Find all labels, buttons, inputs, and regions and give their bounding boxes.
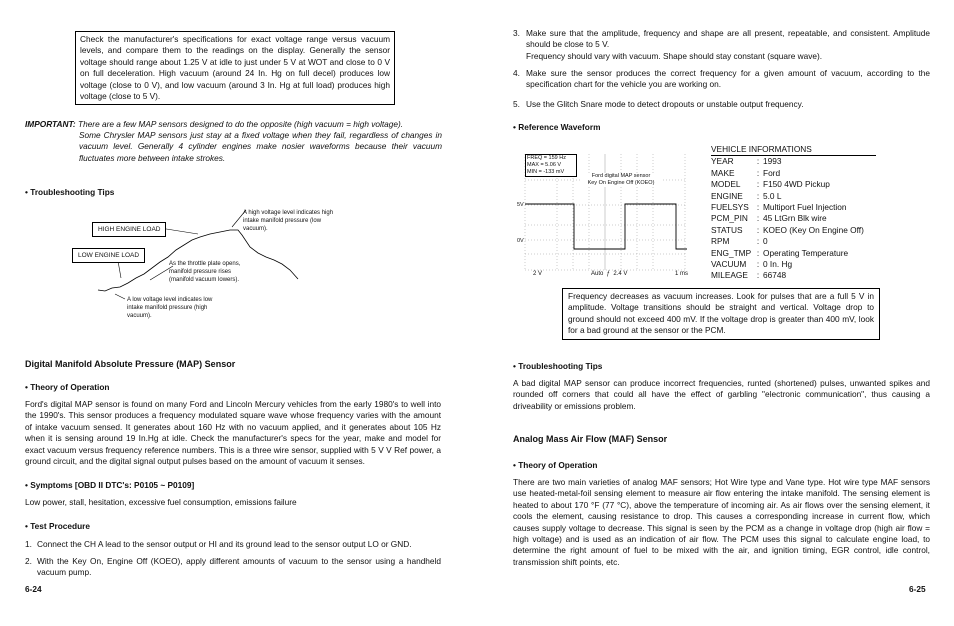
level-0v-label: 0V xyxy=(517,238,524,244)
separator: : xyxy=(756,247,760,258)
theory-text: Ford's digital MAP sensor is found on many Ford and Lincoln Mercury vehicles from the early 1980's to well into the 1990's. This sensor produces a frequency modulated square wave whose frequency varies with the amount of intake vacuum sensed. It generates about 160 Hz with no vacuum applied, and it generates about 105 Hz when it is sensing around 19 In.Hg at idle. Check the manufacturer's specs for the year, make and model for exact vacuum versus frequency reference numbers. This is a three wire sensor, supplied with 5 V V Ref power, a ground circuit, and the digital signal output pulses based on the amount of vacuum it senses. xyxy=(25,399,441,467)
vehicle-info-key: PCM_PIN xyxy=(711,213,748,224)
important-line1: There are a few MAP sensors designed to do the opposite (high vacuum = high voltage). xyxy=(78,119,404,129)
step-extra: Frequency should vary with vacuum. Shape should stay constant (square wave). xyxy=(526,50,823,61)
separator: : xyxy=(756,190,760,201)
separator: : xyxy=(756,270,760,281)
separator: : xyxy=(756,236,760,247)
vehicle-info-row xyxy=(711,168,864,179)
min-readout: MIN = -133 mV xyxy=(527,169,565,175)
vehicle-info xyxy=(711,144,876,282)
maf-section-title: Analog Mass Air Flow (MAF) Sensor xyxy=(513,434,668,444)
map-section-title: Digital Manifold Absolute Pressure (MAP) Sensor xyxy=(25,359,236,369)
step-3 xyxy=(513,28,930,62)
theory-heading: • Theory of Operation xyxy=(25,382,110,392)
important-label: IMPORTANT: xyxy=(25,119,76,129)
vehicle-info-key: RPM xyxy=(711,236,730,247)
scope-screen xyxy=(515,150,690,278)
vehicle-info-row xyxy=(711,191,864,202)
scope-caption xyxy=(581,173,661,187)
step-4 xyxy=(513,68,930,91)
symptoms-heading: • Symptoms [OBD II DTC's: P0105 ~ P0109] xyxy=(25,480,195,490)
vehicle-info-key: STATUS xyxy=(711,224,743,235)
step-text: Make sure that the amplitude, frequency and shape are all present, repeatable, and consistent. Amplitude should be close to 5 V. xyxy=(526,28,930,50)
vehicle-info-value: Ford xyxy=(763,167,781,178)
separator: : xyxy=(756,259,760,270)
step-number: 4. xyxy=(513,68,520,78)
separator: : xyxy=(756,179,760,190)
vehicle-info-table xyxy=(711,156,864,281)
maf-theory-text: There are two main varieties of analog MAF sensors; Hot Wire type and Vane type. Hot wire type MAF sensors use heated-metal-foil sensing element to measure air flow entering the intake manifold. The sensing element is heated to about 170 °F (77 °C), above the temperature of incoming air. As air flows over the sensing element, it cools the element, causing resistance to drop. This causes a corresponding increase in current flow, which causes supply voltage to decrease. This signal is seen by the PCM as a change in voltage drop (high air flow = high voltage) and is used as an indication of air flow. The PCM uses this signal to calculate engine load, to determine the right amount of fuel to be mixed with the air, and ignition timing, EGR control, idle control, transmission shift points, etc. xyxy=(513,477,930,567)
low-voltage-note: A low voltage level indicates low intake manifold pressure (high vacuum). xyxy=(127,297,213,319)
vehicle-info-value: Operating Temperature xyxy=(763,247,849,258)
important-note xyxy=(25,119,445,130)
vehicle-info-key: MAKE xyxy=(711,167,735,178)
vehicle-info-row xyxy=(711,270,864,281)
scope-caption-line1: Ford digital MAP sensor xyxy=(591,173,651,179)
vehicle-info-row xyxy=(711,179,864,190)
vehicle-info-key: VACUUM xyxy=(711,259,747,270)
vehicle-info-value: 0 xyxy=(763,236,768,247)
scope-caption-line2: Key On Engine Off (KOEO) xyxy=(587,180,655,186)
vehicle-info-row xyxy=(711,225,864,236)
frequency-note-text: Frequency decreases as vacuum increases. Look for pulses that are a full 5 V in amplitude. Voltage transitions should be straight and vertical. Voltage drop to ground should not exceed 400 mV. If the voltage drop is greater than 400 mV, look for a bad ground at the sensor or the PCM. xyxy=(568,291,874,336)
vehicle-info-value: 66748 xyxy=(763,270,787,281)
throttle-note: As the throttle plate opens, manifold pressure rises (manifold vacuum lowers). xyxy=(169,261,241,283)
separator: : xyxy=(756,213,760,224)
vehicle-info-value: Multiport Fuel Injection xyxy=(763,202,847,213)
important-text: Some Chrysler MAP sensors just stay at a fixed voltage when they fail, regardless of changes in vacuum level. Generally 4 cylinder engines make nosier waveforms because their vacuum fluctuates more between intake strokes. xyxy=(79,130,442,163)
frequency-note-box xyxy=(562,288,880,340)
low-engine-load-label: LOW ENGINE LOAD xyxy=(72,248,145,263)
step-5 xyxy=(513,99,930,110)
vehicle-info-key: FUELSYS xyxy=(711,202,749,213)
test-step-1 xyxy=(25,539,441,550)
separator: : xyxy=(756,156,760,167)
step-text: Connect the CH A lead to the sensor output or HI and its ground lead to the sensor output LO or GND. xyxy=(37,539,412,549)
vehicle-info-key: ENG_TMP xyxy=(711,247,752,258)
page-number-right: 6-25 xyxy=(909,584,926,594)
test-step-2 xyxy=(25,556,441,579)
volts-per-div: 2 V xyxy=(533,271,543,277)
vehicle-info-title: VEHICLE INFORMATIONS xyxy=(711,144,876,156)
vehicle-info-row xyxy=(711,156,864,167)
troubleshooting-heading-right: • Troubleshooting Tips xyxy=(513,361,603,371)
time-per-div: 1 ms xyxy=(675,271,689,277)
spec-note-box xyxy=(75,31,395,105)
vehicle-info-row xyxy=(711,202,864,213)
step-text: With the Key On, Engine Off (KOEO), apply different amounts of vacuum to the sensor using a handheld vacuum pump. xyxy=(37,556,441,578)
vehicle-info-value: 5.0 L xyxy=(763,190,782,201)
maf-theory-heading: • Theory of Operation xyxy=(513,460,598,470)
troubleshooting-heading: • Troubleshooting Tips xyxy=(25,187,115,197)
level-5v-label: 5V xyxy=(517,202,524,208)
vehicle-info-row xyxy=(711,236,864,247)
step-number: 5. xyxy=(513,99,520,109)
separator: : xyxy=(756,224,760,235)
reference-waveform-heading: • Reference Waveform xyxy=(513,122,601,132)
map-waveform-diagram xyxy=(60,200,360,330)
vehicle-info-value: 0 In. Hg xyxy=(763,259,793,270)
page-number-left: 6-24 xyxy=(25,584,42,594)
vehicle-info-value: 1993 xyxy=(763,156,782,167)
freq-readout: FREQ = 159 Hz xyxy=(527,155,566,161)
high-voltage-note: A high voltage level indicates high intake manifold pressure (low vacuum). xyxy=(243,210,334,232)
vehicle-info-key: MILEAGE xyxy=(711,270,748,281)
max-readout: MAX = 5.06 V xyxy=(527,162,562,168)
vehicle-info-row xyxy=(711,259,864,270)
step-number: 1. xyxy=(25,539,32,549)
vehicle-info-key: ENGINE xyxy=(711,190,743,201)
vehicle-info-row xyxy=(711,248,864,259)
vehicle-info-value: KOEO (Key On Engine Off) xyxy=(763,224,864,235)
vehicle-info-value: 45 LtGrn Blk wire xyxy=(763,213,827,224)
separator: : xyxy=(756,167,760,178)
high-engine-load-label: HIGH ENGINE LOAD xyxy=(92,222,166,237)
vehicle-info-key: MODEL xyxy=(711,179,741,190)
troubleshooting-text: A bad digital MAP sensor can produce incorrect frequencies, runted (shortened) pulses, unwanted spikes and rounded off corners that could all have the effect of garbling "electronic communication", thus causing a driveability or emissions problem. xyxy=(513,378,930,411)
symptoms-text: Low power, stall, hesitation, excessive fuel consumption, emissions failure xyxy=(25,497,297,507)
test-heading: • Test Procedure xyxy=(25,521,90,531)
step-text: Use the Glitch Snare mode to detect dropouts or unstable output frequency. xyxy=(526,99,804,109)
scope-readout xyxy=(525,154,577,177)
vehicle-info-value: F150 4WD Pickup xyxy=(763,179,830,190)
vehicle-info-row xyxy=(711,213,864,224)
step-text: Make sure the sensor produces the correct frequency for a given amount of vacuum, according to the specification chart for the vehicle you are working on. xyxy=(526,68,930,90)
spec-note-text: Check the manufacturer's specifications for exact voltage range versus vacuum levels, and compare them to the readings on the display. Generally the sensor voltage should range about 1.25 V at idle to just under 5 V at WOT and close to 0 V on full deceleration. High vacuum (around 24 In. Hg on full decel) produces low voltage (close to 0 V), and low vacuum (around 3 In. Hg at full load) produces high voltage (close to 5 V). xyxy=(80,34,390,102)
trigger-setting: Auto ƒ 2.4 V xyxy=(591,271,628,277)
vehicle-info-key: YEAR xyxy=(711,156,734,167)
separator: : xyxy=(756,202,760,213)
step-number: 3. xyxy=(513,28,520,38)
step-number: 2. xyxy=(25,556,32,566)
